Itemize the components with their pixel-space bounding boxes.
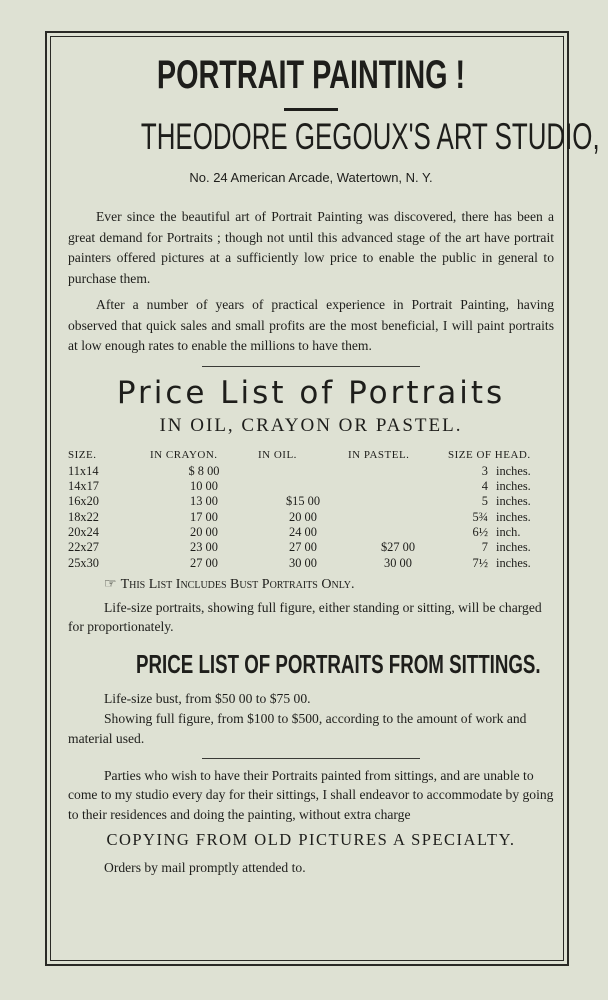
- divider-2: [202, 758, 420, 759]
- oil-price-cell: 30 00: [289, 555, 317, 570]
- crayon-price-cell: 20 00: [190, 524, 218, 539]
- mail-orders-line: Orders by mail promptly attended to.: [104, 860, 306, 876]
- price-list-subheading: IN OIL, CRAYON OR PASTEL.: [159, 414, 463, 436]
- price-row: [68, 494, 552, 509]
- crayon-price-cell: 10 00: [190, 479, 218, 494]
- price-table: [68, 448, 552, 571]
- unit-cell: inches.: [496, 479, 531, 494]
- unit-cell: inches.: [496, 509, 531, 524]
- head-size-cell: 6½: [472, 524, 488, 539]
- price-list-heading: Price List of Portraits: [116, 374, 506, 411]
- oil-price-cell: 27 00: [289, 540, 317, 555]
- size-cell: 20x24: [68, 524, 99, 539]
- ad-content: [68, 48, 600, 878]
- title-rule: [284, 108, 338, 111]
- specialty-line: COPYING FROM OLD PICTURES A SPECIALTY.: [106, 830, 516, 850]
- col-oil: IN OIL.: [258, 448, 297, 461]
- crayon-price-cell: 17 00: [190, 509, 218, 524]
- bust-note: [104, 576, 554, 594]
- oil-price-cell: $15 00: [285, 494, 321, 509]
- size-cell: 14x17: [68, 479, 99, 494]
- price-row: [68, 540, 552, 555]
- pastel-price-cell: [348, 525, 448, 540]
- size-cell: 18x22: [68, 509, 99, 524]
- pastel-price-cell: [348, 464, 448, 479]
- head-size-cell: 5: [481, 494, 488, 509]
- closing-paragraph: Parties who wish to have their Portraits painted from sittings, and are unable to come to my studio every day for their sittings, I shall endeavor to accommodate by going to their residences and doing the painting, without extra charge: [68, 767, 554, 822]
- col-crayon: IN CRAYON.: [150, 448, 218, 461]
- oil-price-cell: [258, 464, 348, 479]
- studio-address: No. 24 American Arcade, Watertown, N. Y.: [189, 170, 433, 185]
- pastel-price-cell: [348, 510, 448, 525]
- pastel-price-cell: [348, 494, 448, 509]
- unit-cell: inches.: [496, 555, 531, 570]
- pastel-price-cell: [348, 479, 448, 494]
- oil-price-cell: 20 00: [289, 509, 317, 524]
- studio-name: THEODORE GEGOUX'S ART STUDIO,: [140, 116, 600, 157]
- price-row: [68, 556, 552, 571]
- size-cell: 25x30: [68, 555, 99, 570]
- crayon-price-cell: 23 00: [190, 540, 218, 555]
- oil-price-cell: [258, 479, 348, 494]
- pastel-price-cell: 30 00: [384, 555, 412, 570]
- intro-paragraph-2: After a number of years of practical experience in Portrait Painting, having observed that quick sales and small profits are the most beneficial, I will paint portraits at low enough rates to enable the millions to have them.: [68, 297, 554, 353]
- price-row: [68, 510, 552, 525]
- size-cell: 16x20: [68, 494, 99, 509]
- price-row: [68, 525, 552, 540]
- sittings-line-2: Showing full figure, from $100 to $500, according to the amount of work and material used.: [68, 710, 527, 746]
- crayon-price-cell: $ 8 00: [188, 463, 220, 478]
- unit-cell: inches.: [496, 540, 531, 555]
- sittings-heading: PRICE LIST OF PORTRAITS FROM SITTINGS.: [136, 648, 541, 679]
- col-pastel: IN PASTEL.: [348, 448, 410, 461]
- size-cell: 22x27: [68, 540, 99, 555]
- crayon-price-cell: 27 00: [190, 555, 218, 570]
- col-head: SIZE OF HEAD.: [448, 448, 531, 461]
- head-size-cell: 7½: [472, 555, 488, 570]
- head-size-cell: 3: [481, 463, 488, 478]
- head-size-cell: 4: [481, 479, 488, 494]
- unit-cell: inches.: [496, 494, 531, 509]
- size-cell: 11x14: [68, 463, 99, 478]
- price-row: [68, 479, 552, 494]
- pointing-hand-icon: ☞: [104, 576, 117, 592]
- unit-cell: inch.: [496, 524, 521, 539]
- life-size-note: Life-size portraits, showing full figure, either standing or sitting, will be charged for proportionately.: [68, 599, 542, 635]
- price-row: [68, 464, 552, 479]
- unit-cell: inches.: [496, 463, 531, 478]
- pastel-price-cell: $27 00: [380, 540, 416, 555]
- crayon-price-cell: 13 00: [190, 494, 218, 509]
- col-size: SIZE.: [68, 448, 97, 461]
- head-size-cell: 7: [481, 540, 488, 555]
- head-size-cell: 5¾: [472, 509, 488, 524]
- intro-paragraph-1: Ever since the beautiful art of Portrait Painting was discovered, there has been a great demand for Portraits ; though not until this advanced stage of the art have portrait painters offered pictures at a sufficiently low price to enable the public in general to purchase them.: [68, 209, 554, 286]
- divider-1: [202, 366, 420, 367]
- oil-price-cell: 24 00: [289, 524, 317, 539]
- price-table-header: [68, 448, 552, 464]
- sittings-line-1: Life-size bust, from $50 00 to $75 00.: [104, 690, 311, 706]
- main-title: PORTRAIT PAINTING !: [156, 53, 466, 97]
- bust-note-text: This List Includes Bust Portraits Only.: [120, 576, 355, 592]
